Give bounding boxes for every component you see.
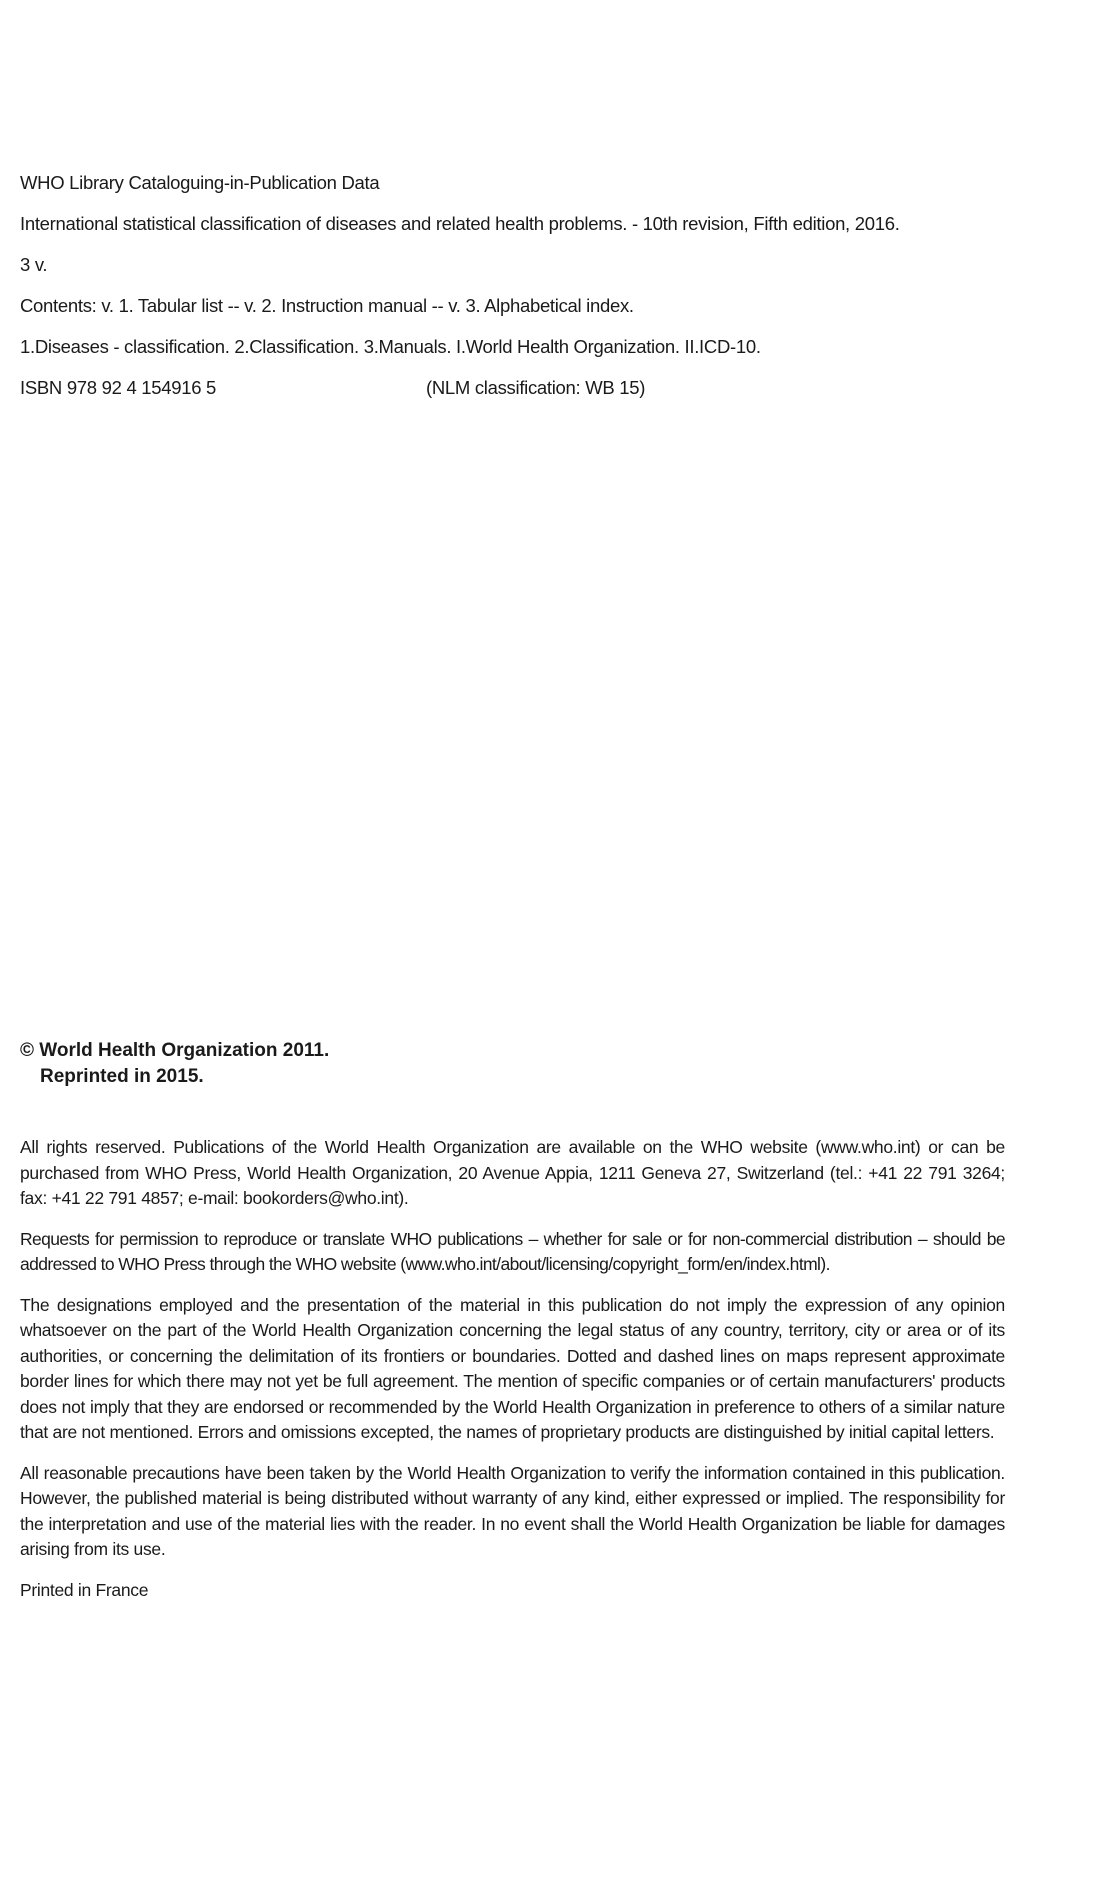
rights-paragraph: All rights reserved. Publications of the World Health Organization are available on the WHO website (www.who.int) or can be purchased from WHO Press, World Health Organization, 20 Avenue Appia, 1211 Geneva 27, Switzerland (tel.: +41 22 791 3264; fax: +41 22 791 4857; e-mail: bookorders@who.int).: [20, 1137, 1005, 1208]
cataloguing-in-publication-block: [20, 170, 1020, 416]
printed-in-line: Printed in France: [20, 1579, 149, 1600]
copyright-notice: [20, 1038, 329, 1090]
cip-title-line: International statistical classification of diseases and related health problems. - 10th revision, Fifth edition, 2016.: [20, 213, 900, 234]
cip-isbn-row: [20, 375, 1020, 416]
permissions-paragraph: Requests for permission to reproduce or translate WHO publications – whether for sale or for non-commercial distribution – should be addressed to WHO Press through the WHO website (www.who.int/about/licensing/copyright_form/en/index.html).: [20, 1228, 1005, 1274]
isbn-number: ISBN 978 92 4 154916 5: [20, 377, 217, 398]
cip-volumes: 3 v.: [20, 254, 48, 275]
precautions-paragraph: All reasonable precautions have been taken by the World Health Organization to verify the information contained in this publication. However, the published material is being distributed without warranty of any kind, either expressed or implied. The responsibility for the interpretation and use of the material lies with the reader. In no event shall the World Health Organization be liable for damages arising from its use.: [20, 1462, 1005, 1559]
nlm-classification: (NLM classification: WB 15): [426, 377, 646, 398]
designations-paragraph: The designations employed and the presentation of the material in this publication do not imply the expression of any opinion whatsoever on the part of the World Health Organization concerning the legal status of any country, territory, city or area or of its authorities, or concerning the delimitation of its frontiers or boundaries. Dotted and dashed lines on maps represent approximate border lines for which there may not yet be full agreement. The mention of specific companies or of certain manufacturers' products does not imply that they are endorsed or recommended by the World Health Organization in preference to others of a similar nature that are not mentioned. Errors and omissions excepted, the names of proprietary products are distinguished by initial capital letters.: [20, 1294, 1005, 1442]
legal-text-block: [20, 1135, 1005, 1618]
cip-subjects: 1.Diseases - classification. 2.Classification. 3.Manuals. I.World Health Organization. II.ICD-10.: [20, 336, 761, 357]
cip-contents: Contents: v. 1. Tabular list -- v. 2. Instruction manual -- v. 3. Alphabetical index.: [20, 295, 634, 316]
copyright-line: © World Health Organization 2011.: [20, 1040, 330, 1061]
cip-heading: WHO Library Cataloguing-in-Publication Data: [20, 172, 380, 193]
reprint-line: Reprinted in 2015.: [40, 1066, 204, 1087]
